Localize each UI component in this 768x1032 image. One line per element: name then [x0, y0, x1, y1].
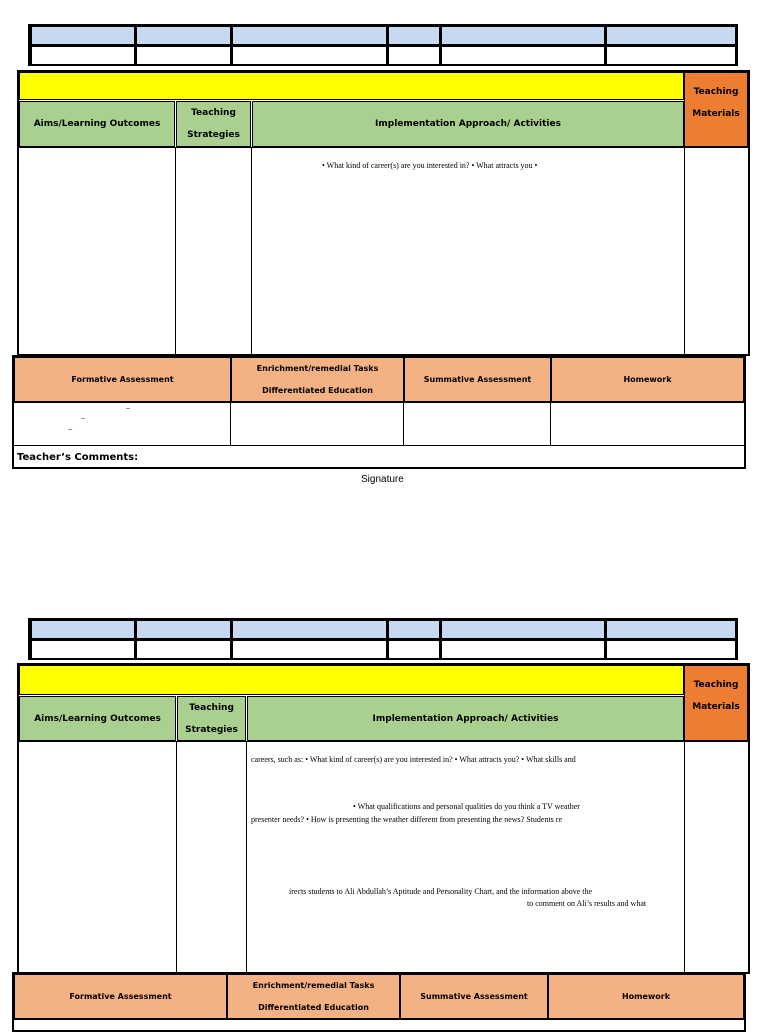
info-header-cell — [389, 621, 439, 638]
enrichment-label-2: Differentiated Education — [262, 385, 373, 395]
teaching-materials-label-2: Materials — [692, 702, 740, 712]
teaching-materials-header — [684, 665, 748, 741]
homework-label: Homework — [621, 991, 671, 1001]
summative-assessment-header — [404, 357, 551, 402]
info-value-cell — [607, 47, 735, 64]
teaching-materials-label-1: Teaching — [693, 680, 739, 690]
info-value-cell — [233, 47, 386, 64]
teaching-strategies-label-1: Teaching — [189, 702, 234, 713]
homework-label: Homework — [623, 374, 672, 384]
column-divider — [246, 741, 247, 972]
info-header-cell — [137, 621, 230, 638]
info-value-cell — [233, 641, 386, 658]
activity-text: careers, such as: • What kind of career(s) are you interested in? • What attracts you? • What skills and — [251, 755, 576, 764]
teaching-strategies-label-1: Teaching — [191, 108, 236, 118]
teaching-strategies-label-2: Strategies — [187, 130, 240, 140]
assessment-column-divider — [403, 402, 404, 445]
enrichment-label-1: Enrichment/remedial Tasks — [252, 980, 375, 990]
column-divider — [175, 147, 176, 355]
assessment-column-divider — [230, 402, 231, 445]
info-value-cell — [389, 47, 439, 64]
info-header-cell — [442, 621, 604, 638]
header-divider — [19, 147, 748, 148]
implementation-header — [247, 696, 684, 741]
info-header-cell — [32, 27, 134, 44]
activity-text: to comment on Ali’s results and what — [527, 899, 647, 908]
enrichment-label-1: Enrichment/remedial Tasks — [256, 363, 379, 373]
lesson-title-bar — [19, 72, 684, 100]
activity-text: • What kind of career(s) are you interested in? • What attracts you • — [322, 161, 538, 170]
activity-text: • What qualifications and personal qualities do you think a TV weather — [353, 802, 580, 811]
column-divider — [684, 147, 685, 355]
implementation-label: Implementation Approach/ Activities — [372, 713, 559, 724]
teaching-strategies-label-2: Strategies — [185, 724, 238, 735]
aims-header — [19, 101, 175, 147]
assessment-divider — [14, 402, 744, 403]
column-divider — [251, 147, 252, 355]
info-header-cell — [607, 621, 735, 638]
dash-mark: _ — [81, 411, 85, 420]
info-header-cell — [233, 621, 386, 638]
summative-label: Summative Assessment — [420, 991, 528, 1001]
assessment-divider — [14, 1019, 744, 1020]
teaching-strategies-header — [177, 696, 246, 741]
summative-label: Summative Assessment — [423, 374, 532, 384]
info-header-cell — [233, 27, 386, 44]
enrichment-header — [231, 357, 404, 402]
teaching-materials-header — [684, 72, 748, 147]
comments-divider — [14, 445, 744, 446]
info-value-cell — [137, 641, 230, 658]
header-divider — [19, 741, 748, 742]
info-value-cell — [389, 641, 439, 658]
signature-label: Signature — [361, 474, 404, 485]
activity-text: irects students to Ali Abdullah’s Aptitude and Personality Chart, and the information above the — [289, 887, 593, 896]
homework-header — [548, 974, 744, 1019]
teaching-materials-label-1: Teaching — [693, 87, 739, 97]
aims-header — [19, 696, 176, 741]
implementation-header — [252, 101, 684, 147]
implementation-label: Implementation Approach/ Activities — [375, 119, 561, 129]
enrichment-label-2: Differentiated Education — [258, 1002, 369, 1012]
aims-label: Aims/Learning Outcomes — [33, 119, 161, 129]
column-divider — [176, 741, 177, 972]
info-header-cell — [137, 27, 230, 44]
info-header-cell — [442, 27, 604, 44]
dash-mark: _ — [68, 422, 72, 431]
teachers-comments-label: Teacher’s Comments: — [17, 452, 139, 463]
formative-assessment-header — [14, 357, 231, 402]
summative-assessment-header — [400, 974, 548, 1019]
info-header-cell — [32, 621, 134, 638]
homework-header — [551, 357, 744, 402]
formative-assessment-header — [14, 974, 227, 1019]
activity-text: presenter needs? • How is presenting the weather different from presenting the news? Students re — [251, 815, 562, 824]
info-value-cell — [442, 641, 604, 658]
info-header-grid-1 — [28, 24, 738, 66]
info-value-cell — [607, 641, 735, 658]
info-value-cell — [442, 47, 604, 64]
dash-mark: _ — [126, 401, 130, 410]
formative-label: Formative Assessment — [71, 374, 174, 384]
info-header-cell — [607, 27, 735, 44]
info-header-cell — [389, 27, 439, 44]
assessment-column-divider — [550, 402, 551, 445]
info-value-cell — [137, 47, 230, 64]
info-value-cell — [32, 641, 134, 658]
formative-label: Formative Assessment — [69, 991, 172, 1001]
teaching-strategies-header — [176, 101, 251, 147]
enrichment-header — [227, 974, 400, 1019]
column-divider — [684, 741, 685, 972]
info-value-cell — [32, 47, 134, 64]
teaching-materials-label-2: Materials — [692, 109, 740, 119]
aims-label: Aims/Learning Outcomes — [34, 713, 161, 724]
info-header-grid-2 — [28, 618, 738, 660]
lesson-title-bar — [19, 665, 684, 695]
